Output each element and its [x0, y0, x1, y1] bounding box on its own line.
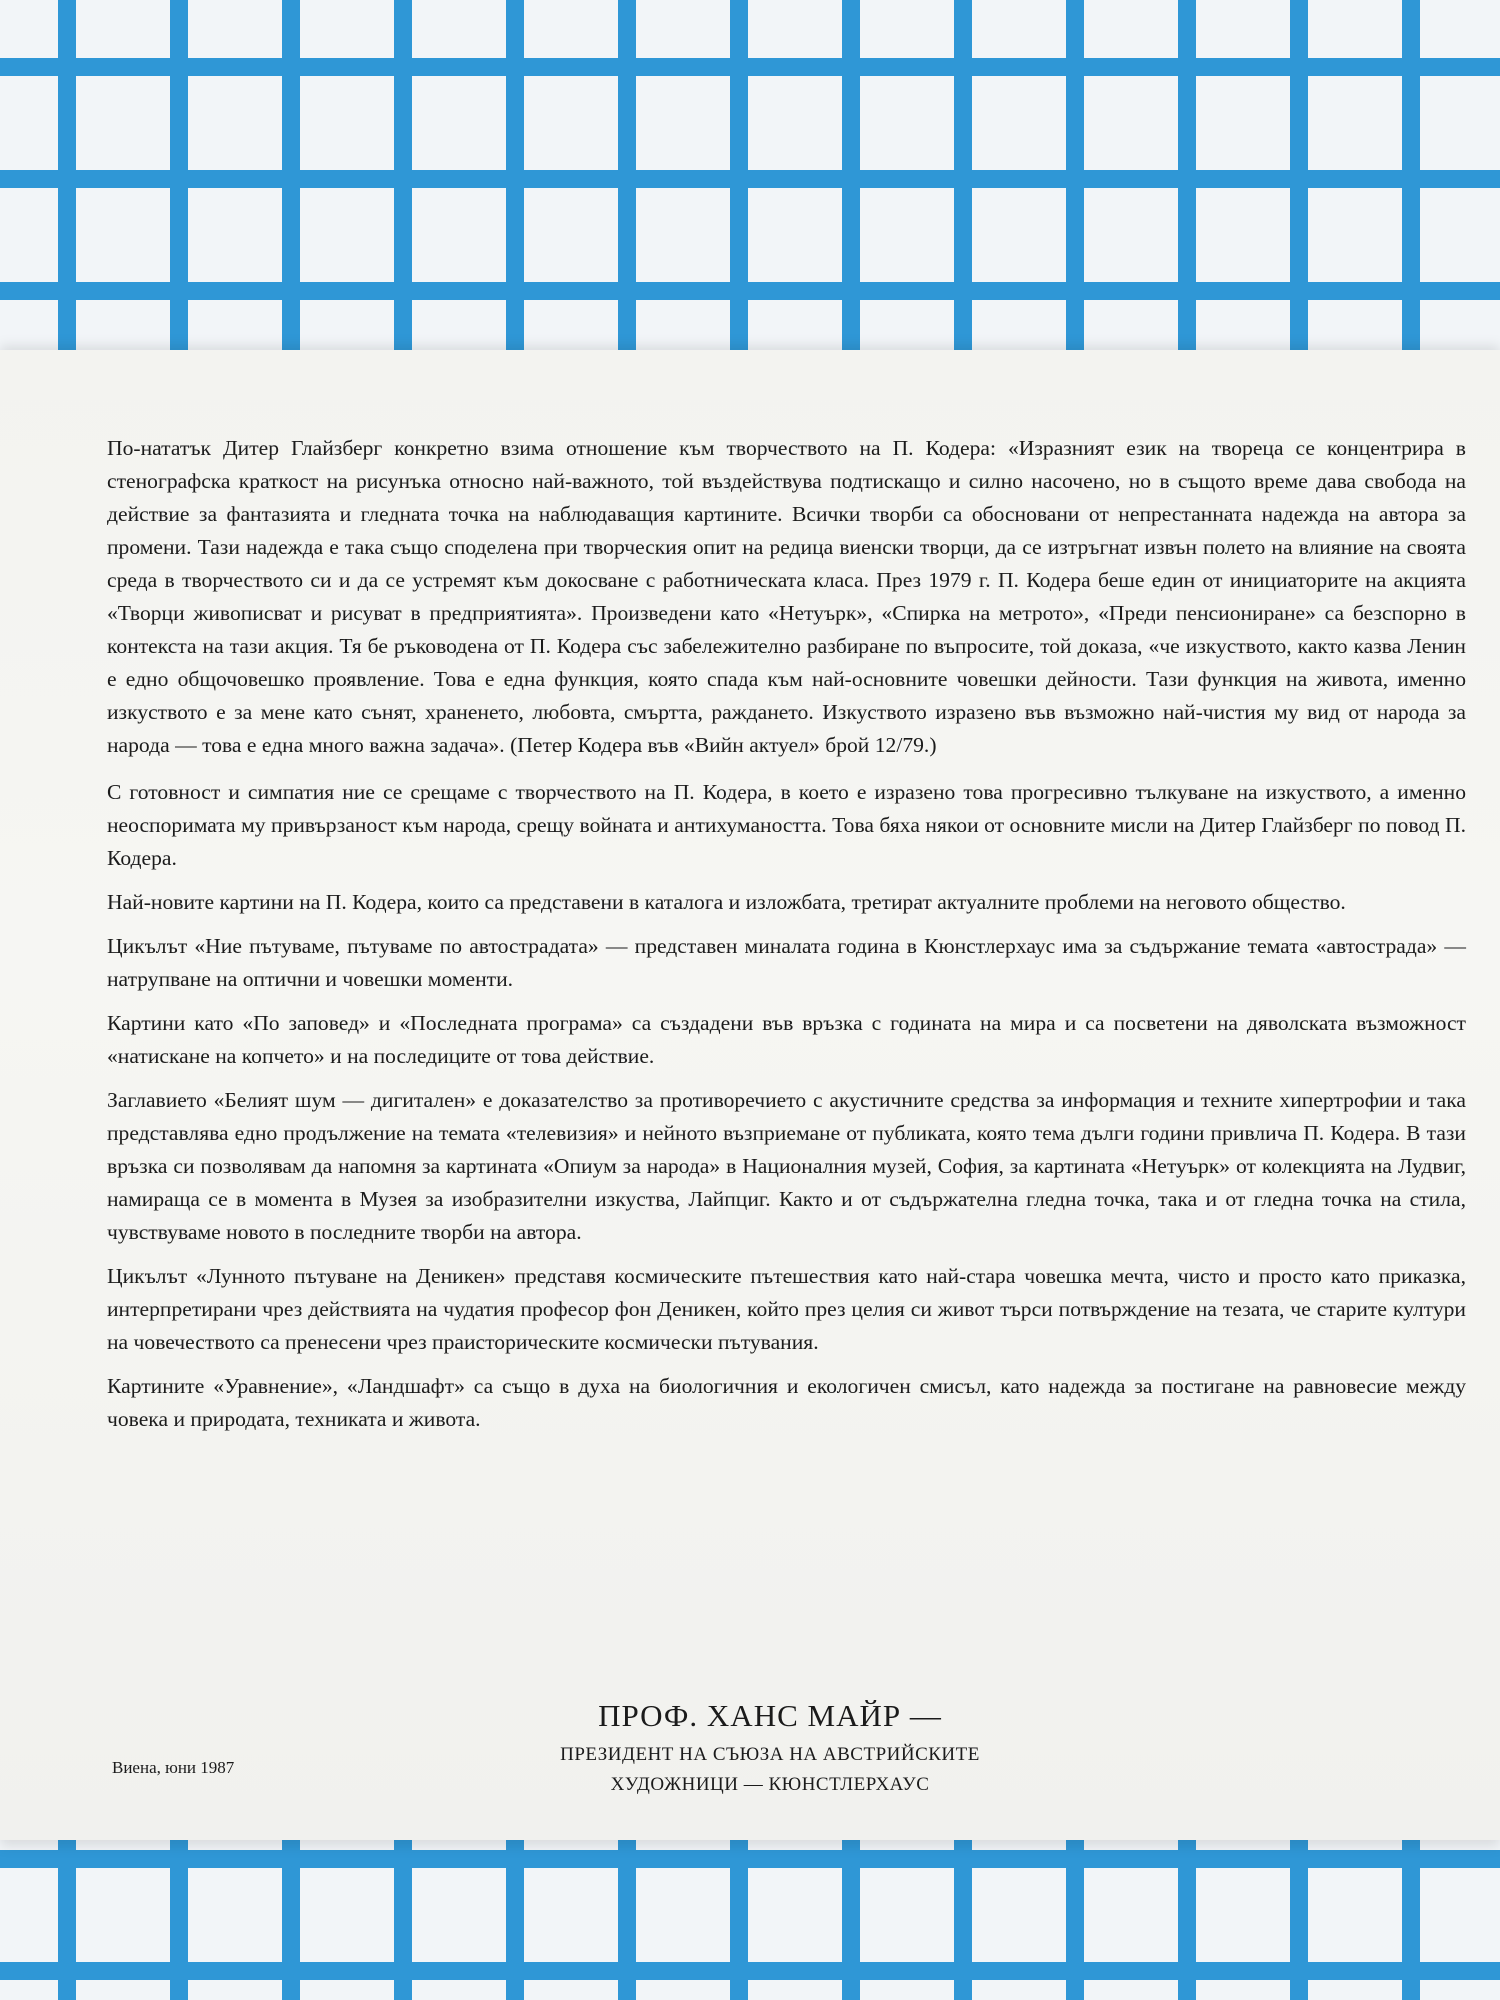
- paragraph-7: Цикълът «Лунното пътуване на Деникен» представя космическите пътешествия като най-стара човешка мечта, чисто и просто като приказка, интерпретирани чрез действията на чудатия професор фон Деникен, който през целия си живот търси потвърждение на тезата, че старите култури на човечеството са пренесени чрез праисторическите космически пътувания.: [107, 1264, 1466, 1354]
- paragraph-1: По-нататък Дитер Глайзберг конкретно взима отношение към творчеството на П. Кодера: «Изразният език на твореца се концентрира в стенографска краткост на рисунъка относно най-важното, той въздействува подтискащо и силно насочено, но в същото време дава свобода на действие за фантазията и гледната точка на наблюдаващия картините. Всички творби са обосновани от непрестанната надежда на автора за промени. Тази надежда е така също споделена при творческия опит на редица виенски творци, да се изтръгнат извън полето на влияние на своята среда в творчеството си и да се устремят към докосване с работническата класа. През 1979 г. П. Кодера беше един от инициаторите на акцията «Творци живописват и рисуват в предприятията». Произведени като «Нетуърк», «Спирка на метрото», «Преди пенсиониране» са безспорно в контекста на тази акция. Тя бе ръководена от П. Кодера със забележително разбиране по въпросите, той доказа, «че изкуството, както казва Ленин е едно общочовешко проявление. Това е една функция, която спада към най-основните човешки дейности. Тази функция на живота, именно изкуството е за мене като сънят, храненето, любовта, смъртта, раждането. Изкуството изразено във възможно най-чистия му вид от народа за народа — това е една много важна задача». (Петер Кодера във «Вийн актуел» брой 12/79.): [107, 436, 1466, 757]
- author-title-line-2: ХУДОЖНИЦИ — КЮНСТЛЕРХАУС: [610, 1774, 930, 1795]
- paragraph-2: С готовност и симпатия ние се срещаме с творчеството на П. Кодера, в което е изразено това прогресивно тълкуване на изкуството, а именно неоспоримата му привързаност към народа, срещу войната и антихумаността. Това бяха някои от основните мисли на Дитер Глайзберг по повод П. Кодера.: [107, 780, 1466, 870]
- place-date: Виена, юни 1987: [112, 1758, 235, 1777]
- author-title-line-1: ПРЕЗИДЕНТ НА СЪЮЗА НА АВСТРИЙСКИТЕ: [560, 1744, 980, 1765]
- paragraph-8: Картините «Уравнение», «Ландшафт» са също в духа на биологичния и екологичен смисъл, като надежда за постигане на равновесие между човека и природата, техниката и живота.: [107, 1374, 1466, 1431]
- document-page: [0, 350, 1500, 1840]
- article-body: [107, 432, 1466, 1436]
- paragraph-3: Най-новите картини на П. Кодера, които са представени в каталога и изложбата, третират актуалните проблеми на неговото общество.: [107, 890, 1346, 914]
- paragraph-5: Картини като «По заповед» и «Последната програма» са създадени във връзка с годината на мира и са посветени на дяволската възможност «натискане на копчето» и на последиците от това действие.: [107, 1011, 1466, 1068]
- paragraph-6: Заглавието «Белият шум — дигитален» е доказателство за противоречието с акустичните средства за информация и техните хипертрофии и така представлява едно продължение на темата «телевизия» и нейното възприемане от публиката, която тема дълги години привлича П. Кодера. В тази връзка си позволявам да напомня за картината «Опиум за народа» в Националния музей, София, за картината «Нетуърк» от колекцията на Лудвиг, намираща се в момента в Музея за изобразителни изкуства, Лайпциг. Както и от съдържателна гледна точка, така и от гледна точка на стила, чувствуваме новото в последните творби на автора.: [107, 1088, 1466, 1244]
- paragraph-4: Цикълът «Ние пътуваме, пътуваме по автострадата» — представен миналата година в Кюнстлерхаус има за съдържание темата «автострада» — натрупване на оптични и човешки моменти.: [107, 934, 1466, 991]
- signature-block: [0, 1698, 1500, 1804]
- author-name: ПРОФ. ХАНС МАЙР —: [598, 1698, 942, 1733]
